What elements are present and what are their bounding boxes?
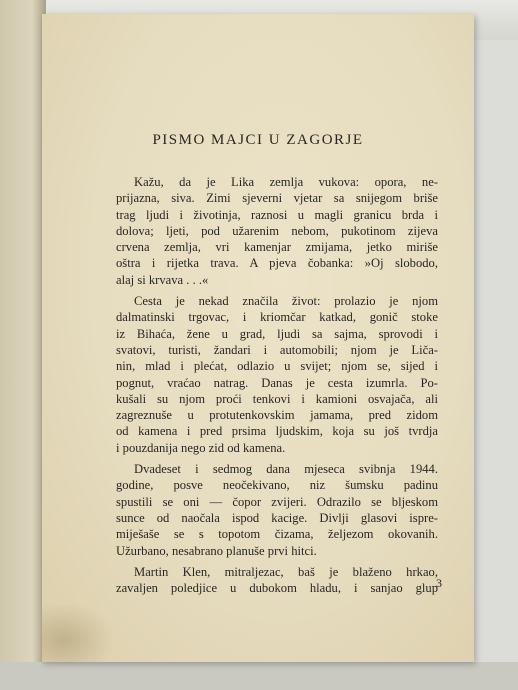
text-line: dalmatinski trgovac, i kriomčar katkad, gonič stoke xyxy=(116,310,438,325)
paragraph-1 xyxy=(116,174,438,288)
text-line: trag ljudi i životinja, raznosi u magli granicu brda i xyxy=(116,207,438,222)
paragraph-2 xyxy=(116,293,438,456)
text-line: zagreznuše u protutenkovskim jamama, pred zidom xyxy=(116,408,438,423)
text-line: Dvadeset i sedmog dana mjeseca svibnja 1944. xyxy=(134,462,438,477)
text-line: Martin Klen, mitraljezac, baš je blaženo hrkao, xyxy=(134,564,438,579)
text-line: od kamena i pred prsima ljudskim, koja su još tvrdja xyxy=(116,424,438,439)
text-line: nin, mlad i plećat, odlazio u svijet; njom se, sijed i xyxy=(116,359,438,374)
text-line: oštra i rijetka trava. A pjeva čobanka: »Oj slobodo, xyxy=(116,256,438,271)
text-line: Užurbano, nesabrano planuše prvi hitci. xyxy=(116,543,317,558)
text-line: dolova; ljeti, pod užarenim nebom, pukotinom zijeva xyxy=(116,223,438,238)
text-line: Kažu, da je Lika zemlja vukova: opora, ne- xyxy=(134,175,438,189)
text-line: crvena zemlja, vri kamenjar zmijama, jetko miriše xyxy=(116,240,438,255)
text-line: svatovi, turisti, žandari i automobili; njom je Liča- xyxy=(116,342,438,357)
text-line: sunce od naočala ispod kacige. Divlji glasovi ispre- xyxy=(116,510,438,525)
page-number: 3 xyxy=(436,576,442,590)
left-page-edge xyxy=(0,0,46,690)
text-line: Cesta je nekad značila život: prolazio je njom xyxy=(134,294,438,309)
text-line: miješaše se s topotom čizama, željezom okovanih. xyxy=(116,527,438,542)
background-bottom xyxy=(0,662,518,690)
paragraph-4 xyxy=(116,564,438,597)
text-line: godine, posve neočekivano, niz šumsku padinu xyxy=(116,478,438,493)
text-line: spustili se oni — čopor zvijeri. Odrazilo se bljeskom xyxy=(116,494,438,509)
text-line: i pouzdanija nego zid od kamena. xyxy=(116,440,286,455)
book-page xyxy=(42,14,474,662)
paragraph-3 xyxy=(116,461,438,559)
text-line: pognut, vraćao natrag. Danas je cesta izumrla. Po- xyxy=(116,375,438,390)
text-line: alaj si krvava . . .« xyxy=(116,272,209,287)
page-body xyxy=(116,174,438,596)
page-stain xyxy=(42,604,112,664)
text-line: kušali su njom proći tenkovi i kamioni osvajača, ali xyxy=(116,391,438,406)
text-line: zavaljen poledjice u dubokom hladu, i sanjao glup xyxy=(116,581,438,596)
text-line: iz Bihaća, žene u grad, ljudi sa sajma, sprovodi i xyxy=(116,326,438,341)
page-title: PISMO MAJCI U ZAGORJE xyxy=(152,132,364,148)
text-line: prijazna, siva. Zimi sjeverni vjetar sa snijegom briše xyxy=(116,191,438,206)
